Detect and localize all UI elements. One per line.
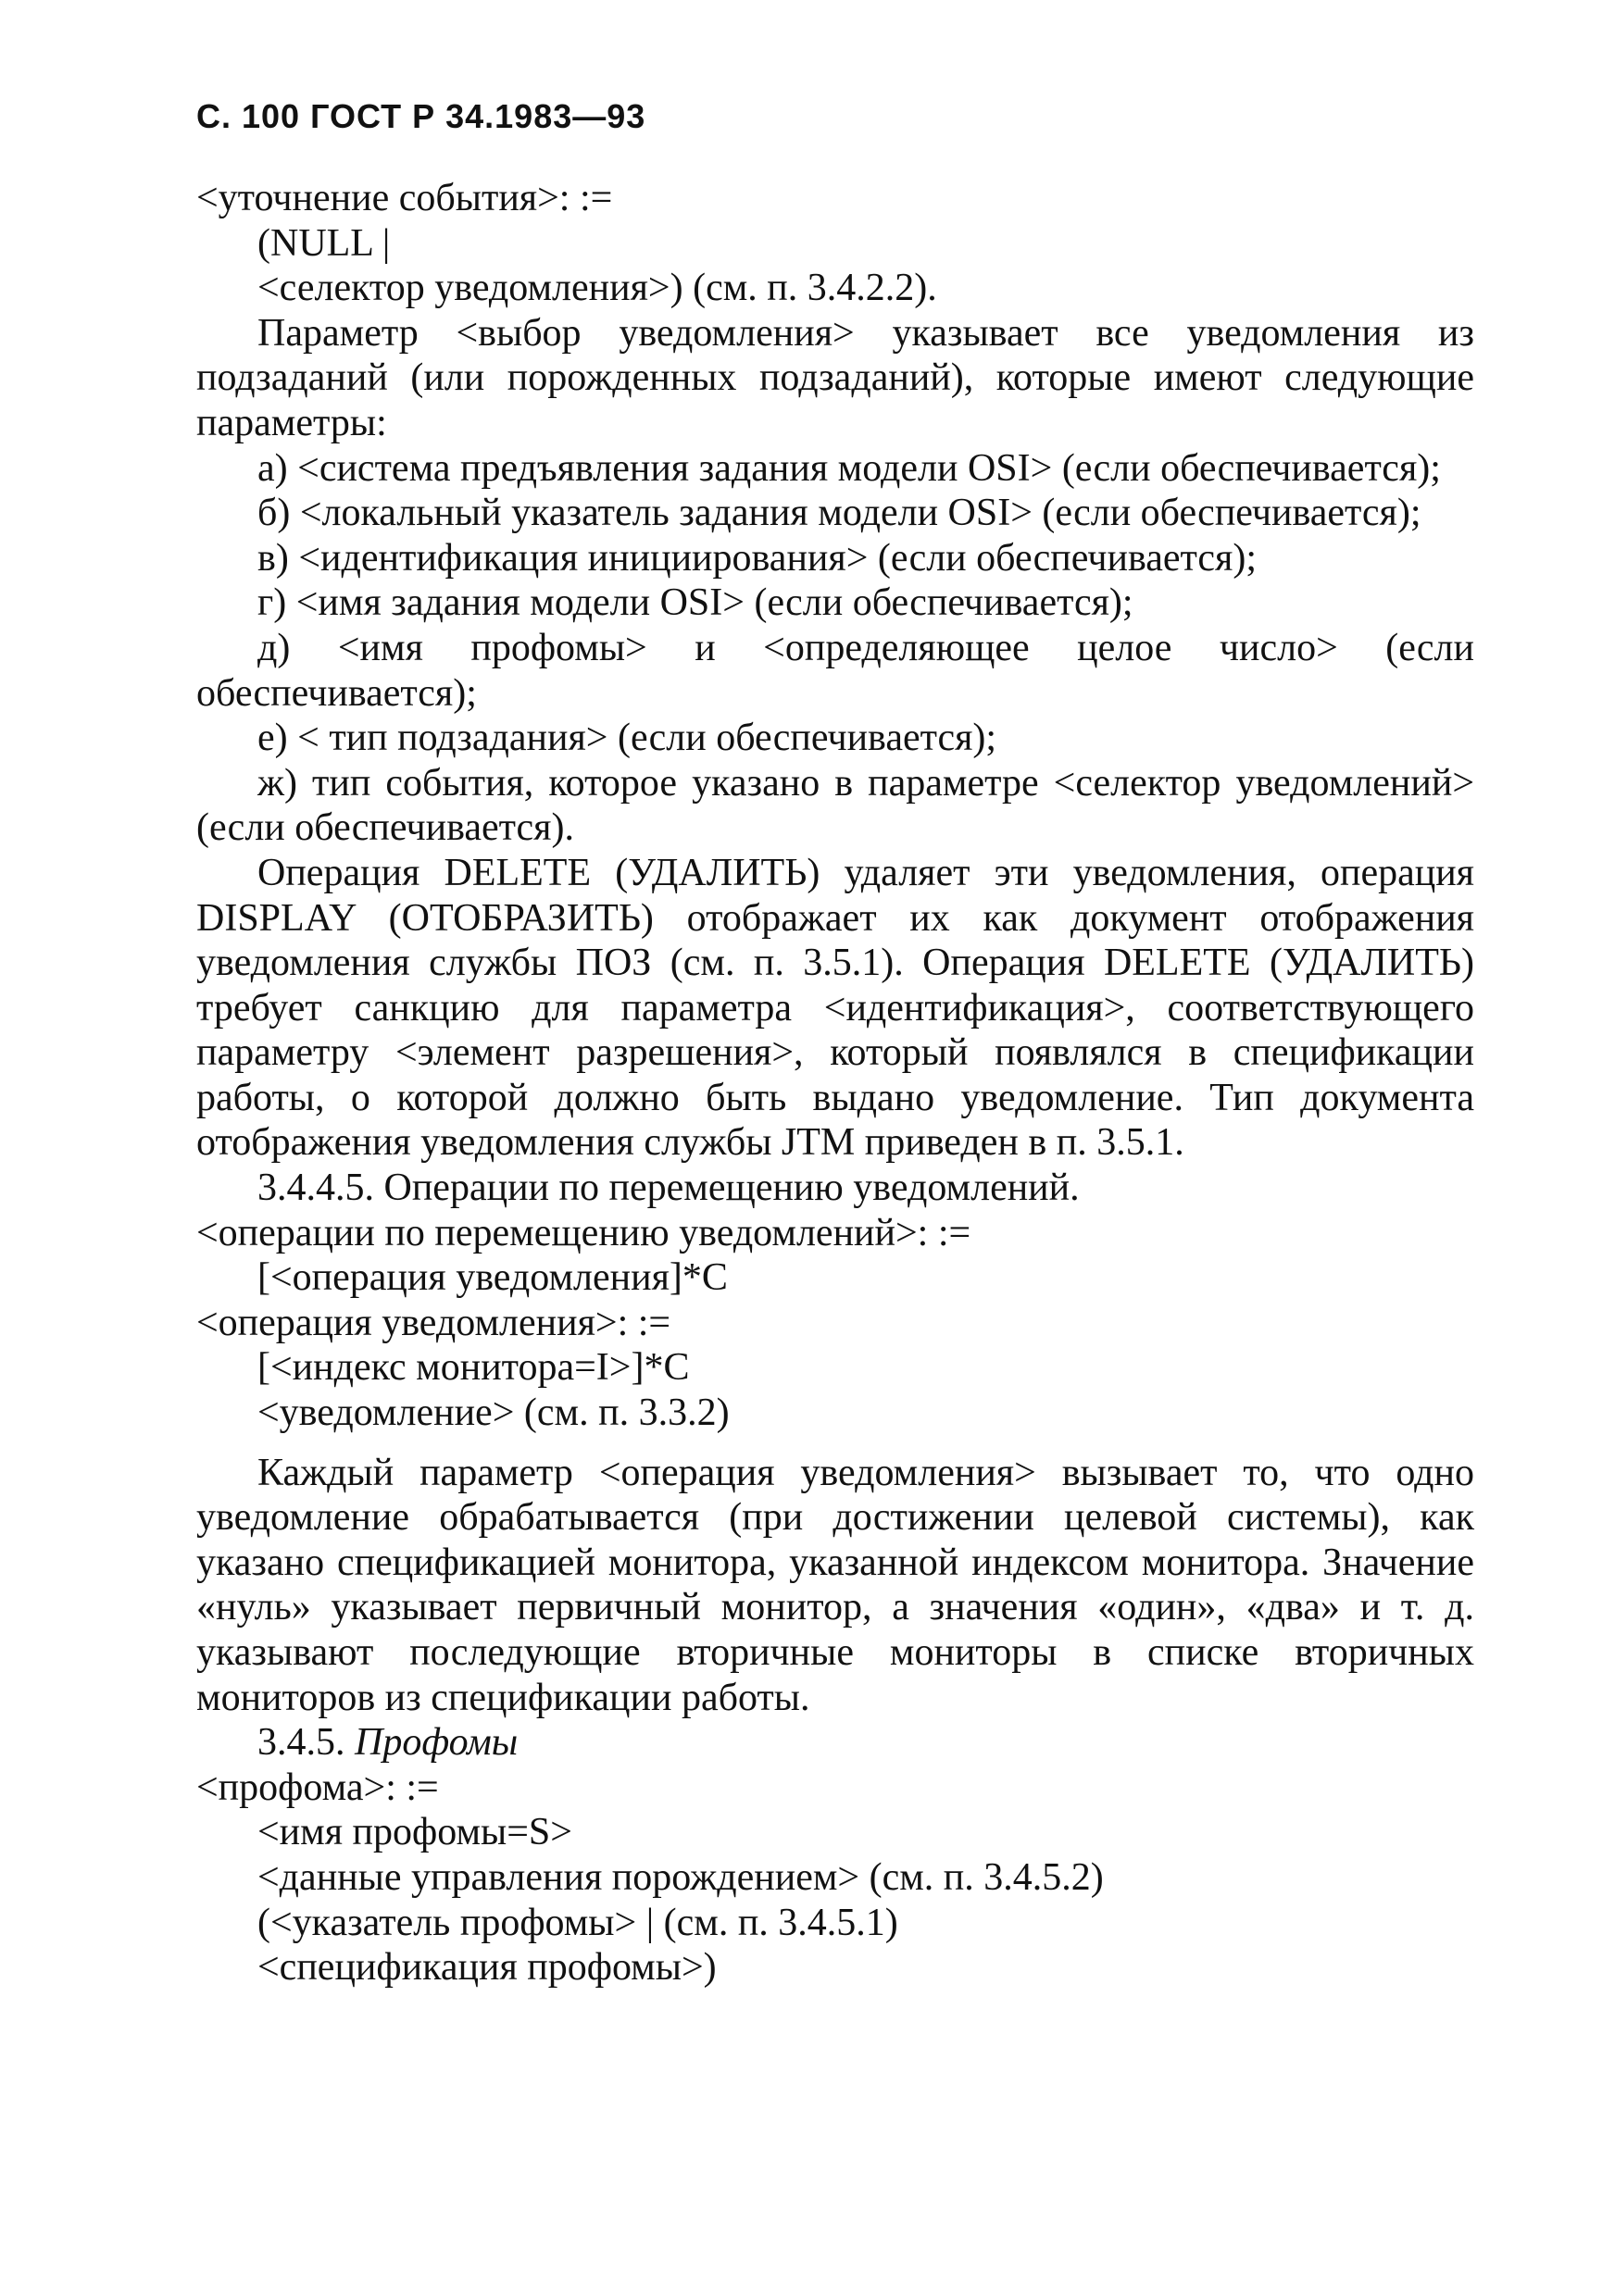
grammar-line: <данные управления порождением> (см. п. 3.4.5.2) <box>257 1855 1104 1899</box>
section-number: 3.4.5. <box>257 1721 355 1765</box>
section-heading <box>196 1720 1474 1766</box>
list-item: в) <идентификация инициирования> (если обеспечивается); <box>257 536 1258 580</box>
list-item: а) <система предъявления задания модели OSI> (если обеспечивается); <box>257 446 1441 490</box>
paragraph: Каждый параметр <операция уведомления> вызывает то, что одно уведомление обрабатывается (при достижении целевой системы), как указано спецификацией монитора, указанной индексом монитора. Значение «нуль» указывает первичный монитор, а значения «один», «два» и т. д. указывают последующие вторичные мониторы в списке вторичных мониторов из спецификации работы. <box>196 1451 1474 1719</box>
grammar-line: (NULL | <box>257 221 391 265</box>
section-title: Профомы <box>355 1721 519 1765</box>
grammar-line: <уточнение события>: := <box>196 177 613 219</box>
section-heading: 3.4.4.5. Операции по перемещению уведомлений. <box>257 1167 1080 1210</box>
grammar-line: [<индекс монитора=I>]*C <box>257 1346 690 1390</box>
paragraph: Операция DELETE (УДАЛИТЬ) удаляет эти уведомления, операция DISPLAY (ОТОБРАЗИТЬ) отображает их как документ отображения уведомления службы ПОЗ (см. п. 3.5.1). Операция DELETE (УДАЛИТЬ) требует санкцию для параметра <идентификация>, соответствующего параметру <элемент разрешения>, который появлялся в спецификации работы, о которой должно быть выдано уведомление. Тип документа отображения уведомления службы JTM приведен в п. 3.5.1. <box>196 851 1474 1165</box>
list-item: г) <имя задания модели OSI> (если обеспечивается); <box>257 581 1133 625</box>
grammar-line: (<указатель профомы> | (см. п. 3.4.5.1) <box>257 1901 898 1944</box>
page-header: С. 100 ГОСТ Р 34.1983—93 <box>196 97 646 135</box>
list-item: ж) тип события, которое указано в параметре <селектор уведомлений> (если обеспечивается). <box>196 761 1474 850</box>
grammar-line: <операция уведомления>: := <box>196 1301 671 1344</box>
grammar-line: <операции по перемещению уведомлений>: := <box>196 1211 971 1254</box>
grammar-line: <профома>: := <box>196 1766 439 1809</box>
paragraph: Параметр <выбор уведомления> указывает все уведомления из подзаданий (или порожденных подзаданий), которые имеют следующие параметры: <box>196 311 1474 444</box>
list-item: е) < тип подзадания> (если обеспечивается); <box>257 717 997 760</box>
grammar-line: [<операция уведомления]*C <box>257 1256 728 1300</box>
list-item: д) <имя профомы> и <определяющее целое число> (если обеспечивается); <box>196 626 1474 715</box>
list-item: б) <локальный указатель задания модели OSI> (если обеспечивается); <box>257 492 1421 535</box>
grammar-line: <спецификация профомы>) <box>257 1946 717 1990</box>
grammar-line: <уведомление> (см. п. 3.3.2) <box>257 1391 730 1435</box>
grammar-line: <селектор уведомления>) (см. п. 3.4.2.2). <box>257 267 937 310</box>
document-body <box>196 176 1474 1990</box>
grammar-line: <имя профомы=S> <box>257 1811 572 1854</box>
